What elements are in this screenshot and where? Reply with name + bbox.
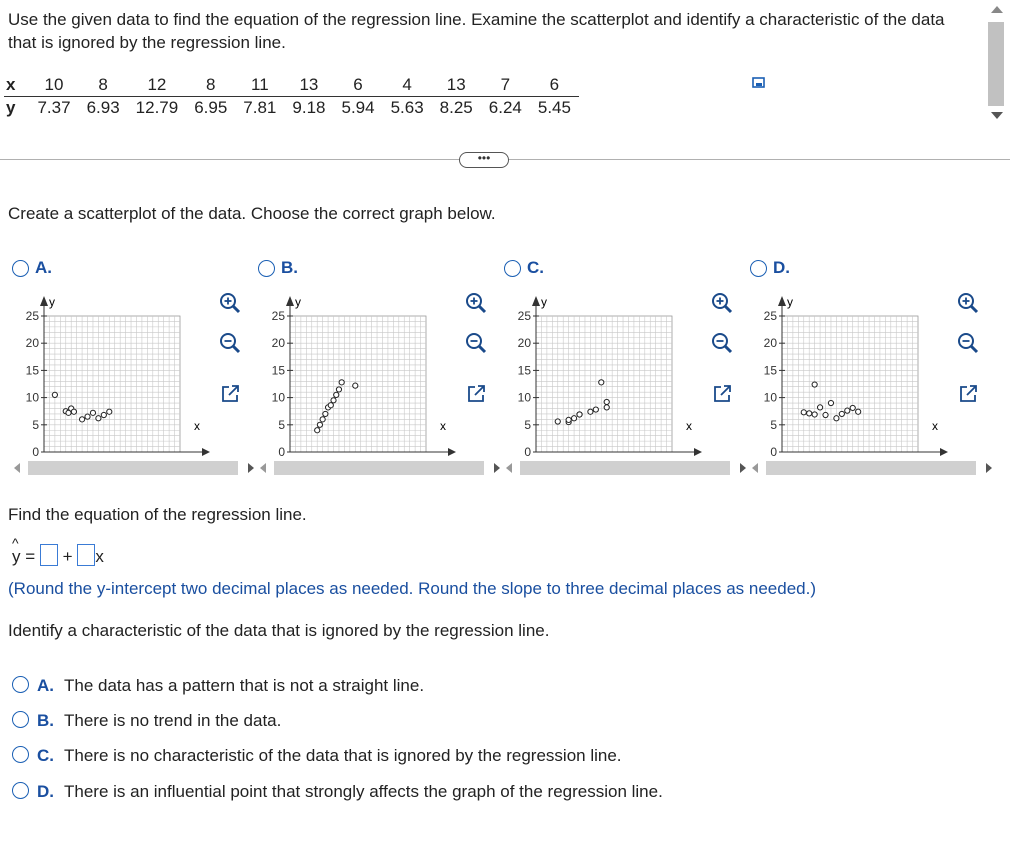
y-axis-arrow <box>40 296 48 306</box>
x-header: x <box>4 74 29 97</box>
zoom-in-icon[interactable] <box>709 290 735 316</box>
y-tick-label: 10 <box>517 390 531 405</box>
data-point <box>96 416 101 421</box>
data-point <box>52 392 57 397</box>
scatter-plot <box>750 286 950 456</box>
data-point <box>817 405 822 410</box>
x-cell: 12 <box>128 74 187 97</box>
data-point <box>339 380 344 385</box>
y-axis-label: y <box>787 295 793 309</box>
data-point <box>555 419 560 424</box>
choice-d[interactable]: D. There is an influential point that strongly affects the graph of the regression line. <box>12 782 663 802</box>
option-label: D. <box>773 258 790 277</box>
x-row <box>4 74 579 97</box>
plot-area <box>536 316 672 452</box>
zoom-out-icon[interactable] <box>463 330 489 356</box>
x-axis-arrow <box>448 448 456 456</box>
graph-scrollbar[interactable] <box>506 461 746 475</box>
data-point <box>850 405 855 410</box>
x-axis-label: x <box>194 419 200 433</box>
radio-button[interactable] <box>12 260 29 277</box>
option-label: B. <box>281 258 298 277</box>
y-axis-arrow <box>286 296 294 306</box>
y-tick-label: 15 <box>25 363 39 378</box>
expand-more-button[interactable]: ••• <box>459 152 509 168</box>
y-tick-label: 25 <box>763 309 777 323</box>
y-tick-label: 5 <box>524 417 531 432</box>
radio-button[interactable] <box>12 711 29 728</box>
popout-icon[interactable] <box>463 381 489 407</box>
y-cell: 8.25 <box>439 98 473 117</box>
data-point <box>566 417 571 422</box>
y-cell: 6.93 <box>86 98 120 117</box>
y-axis-label: y <box>541 295 547 309</box>
scrollbar[interactable] <box>986 0 1010 140</box>
zoom-out-icon[interactable] <box>955 330 981 356</box>
zoom-in-icon[interactable] <box>955 290 981 316</box>
popout-icon[interactable] <box>955 381 981 407</box>
x-axis-label: x <box>686 419 692 433</box>
data-point <box>315 428 320 433</box>
x-cell: 11 <box>235 74 284 97</box>
y-tick-label: 15 <box>517 363 531 378</box>
x-axis-arrow <box>694 448 702 456</box>
scroll-thumb[interactable] <box>988 22 1004 106</box>
radio-button[interactable] <box>12 782 29 799</box>
yhat-symbol: y <box>12 547 21 566</box>
scatter-plot <box>504 286 704 456</box>
data-point <box>801 410 806 415</box>
data-point <box>353 383 358 388</box>
data-point <box>604 399 609 404</box>
y-tick-label: 0 <box>770 445 777 456</box>
x-cell: 6 <box>530 74 579 97</box>
graph-option-c[interactable] <box>504 258 748 483</box>
plot-area <box>782 316 918 452</box>
graph-option-a[interactable] <box>12 258 256 483</box>
y-cell: 9.18 <box>292 98 326 117</box>
identify-prompt: Identify a characteristic of the data that is ignored by the regression line. <box>8 621 550 640</box>
x-cell: 8 <box>186 74 235 97</box>
y-tick-label: 10 <box>25 390 39 405</box>
data-point <box>107 409 112 414</box>
data-point <box>71 409 76 414</box>
scatter-prompt: Create a scatterplot of the data. Choose the correct graph below. <box>8 204 496 223</box>
data-point <box>85 414 90 419</box>
scatter-plot <box>12 286 212 456</box>
y-tick-label: 25 <box>25 309 39 323</box>
y-axis-label: y <box>49 295 55 309</box>
scroll-left-icon[interactable] <box>506 463 512 473</box>
slope-input[interactable] <box>77 544 95 566</box>
data-point <box>604 405 609 410</box>
data-point <box>334 392 339 397</box>
y-header: y <box>6 98 16 117</box>
scroll-thumb[interactable] <box>28 461 238 475</box>
x-axis-arrow <box>202 448 210 456</box>
scatter-plot <box>258 286 458 456</box>
y-cell: 5.63 <box>390 98 424 117</box>
data-point <box>317 422 322 427</box>
scroll-thumb[interactable] <box>520 461 730 475</box>
scroll-right-icon[interactable] <box>248 463 254 473</box>
scroll-up-icon[interactable] <box>991 6 1003 13</box>
y-tick-label: 20 <box>271 336 285 351</box>
zoom-in-icon[interactable] <box>217 290 243 316</box>
data-point <box>828 400 833 405</box>
data-point <box>823 412 828 417</box>
popout-icon[interactable] <box>709 381 735 407</box>
data-point <box>577 412 582 417</box>
x-axis-arrow <box>940 448 948 456</box>
x-variable: x <box>95 547 104 566</box>
scroll-down-icon[interactable] <box>991 112 1003 119</box>
y-tick-label: 5 <box>32 417 39 432</box>
x-cell: 8 <box>79 74 128 97</box>
data-point <box>323 411 328 416</box>
data-point <box>101 412 106 417</box>
zoom-out-icon[interactable] <box>709 330 735 356</box>
x-axis-label: x <box>932 419 938 433</box>
y-cell: 12.79 <box>135 98 179 117</box>
y-tick-label: 10 <box>271 390 285 405</box>
data-point <box>588 409 593 414</box>
zoom-in-icon[interactable] <box>463 290 489 316</box>
choice-b[interactable]: B. There is no trend in the data. <box>12 711 281 731</box>
y-tick-label: 25 <box>271 309 285 323</box>
data-point <box>845 408 850 413</box>
choice-c[interactable]: C. There is no characteristic of the data that is ignored by the regression line. <box>12 746 622 766</box>
popout-icon[interactable] <box>217 381 243 407</box>
y-cell: 7.37 <box>37 98 71 117</box>
y-tick-label: 20 <box>763 336 777 351</box>
y-tick-label: 20 <box>517 336 531 351</box>
graph-option-d[interactable] <box>750 258 994 483</box>
x-cell: 6 <box>333 74 382 97</box>
scroll-right-icon[interactable] <box>494 463 500 473</box>
data-point <box>834 416 839 421</box>
graph-scrollbar[interactable] <box>260 461 500 475</box>
x-cell: 13 <box>432 74 481 97</box>
data-point <box>331 398 336 403</box>
y-row <box>4 97 579 120</box>
radio-button[interactable] <box>750 260 767 277</box>
plot-area <box>290 316 426 452</box>
data-point <box>812 412 817 417</box>
y-tick-label: 0 <box>32 445 39 456</box>
option-label: C. <box>527 258 544 277</box>
y-tick-label: 0 <box>524 445 531 456</box>
zoom-out-icon[interactable] <box>217 330 243 356</box>
question-text: Use the given data to find the equation of the regression line. Examine the scatterplot and identify a characteristic of the data that is ignored by the regression line. <box>8 10 945 52</box>
data-point <box>320 417 325 422</box>
data-point <box>839 411 844 416</box>
y-tick-label: 5 <box>770 417 777 432</box>
data-point <box>593 407 598 412</box>
intercept-input[interactable] <box>40 544 58 566</box>
option-label: A. <box>35 258 52 277</box>
scroll-thumb[interactable] <box>766 461 976 475</box>
regression-prompt: Find the equation of the regression line. <box>8 505 307 524</box>
data-point <box>90 410 95 415</box>
y-cell: 6.24 <box>488 98 522 117</box>
y-cell: 7.81 <box>243 98 277 117</box>
y-tick-label: 0 <box>278 445 285 456</box>
radio-button[interactable] <box>12 676 29 693</box>
x-cell: 10 <box>29 74 78 97</box>
scroll-left-icon[interactable] <box>752 463 758 473</box>
data-point <box>807 411 812 416</box>
graph-scrollbar[interactable] <box>14 461 254 475</box>
y-tick-label: 25 <box>517 309 531 323</box>
x-cell: 13 <box>284 74 333 97</box>
y-tick-label: 10 <box>763 390 777 405</box>
data-point <box>79 417 84 422</box>
y-cell: 5.94 <box>341 98 375 117</box>
plus-sign: + <box>62 547 73 566</box>
scroll-right-icon[interactable] <box>986 463 992 473</box>
radio-button[interactable] <box>12 746 29 763</box>
y-tick-label: 20 <box>25 336 39 351</box>
data-point <box>812 382 817 387</box>
x-cell: 7 <box>481 74 530 97</box>
equals-sign: = <box>25 547 36 566</box>
y-tick-label: 15 <box>271 363 285 378</box>
copy-table-icon[interactable] <box>752 77 766 89</box>
graph-scrollbar[interactable] <box>752 461 992 475</box>
regression-equation <box>12 535 104 567</box>
hat-accent: ^ <box>12 535 19 551</box>
radio-button[interactable] <box>258 260 275 277</box>
radio-button[interactable] <box>504 260 521 277</box>
data-point <box>328 403 333 408</box>
y-cell: 6.95 <box>194 98 228 117</box>
plot-area <box>44 316 180 452</box>
y-axis-arrow <box>778 296 786 306</box>
scroll-left-icon[interactable] <box>14 463 20 473</box>
data-point <box>336 387 341 392</box>
round-note: (Round the y-intercept two decimal places as needed. Round the slope to three decimal places as needed.) <box>8 579 816 598</box>
x-cell: 4 <box>383 74 432 97</box>
y-cell: 5.45 <box>537 98 571 117</box>
scroll-left-icon[interactable] <box>260 463 266 473</box>
y-axis-arrow <box>532 296 540 306</box>
scroll-right-icon[interactable] <box>740 463 746 473</box>
data-point <box>599 380 604 385</box>
choice-a[interactable]: A. The data has a pattern that is not a straight line. <box>12 676 424 696</box>
y-tick-label: 15 <box>763 363 777 378</box>
data-table <box>4 74 579 119</box>
x-axis-label: x <box>440 419 446 433</box>
scroll-thumb[interactable] <box>274 461 484 475</box>
data-point <box>571 416 576 421</box>
graph-option-b[interactable] <box>258 258 502 483</box>
y-tick-label: 5 <box>278 417 285 432</box>
y-axis-label: y <box>295 295 301 309</box>
data-point <box>856 409 861 414</box>
